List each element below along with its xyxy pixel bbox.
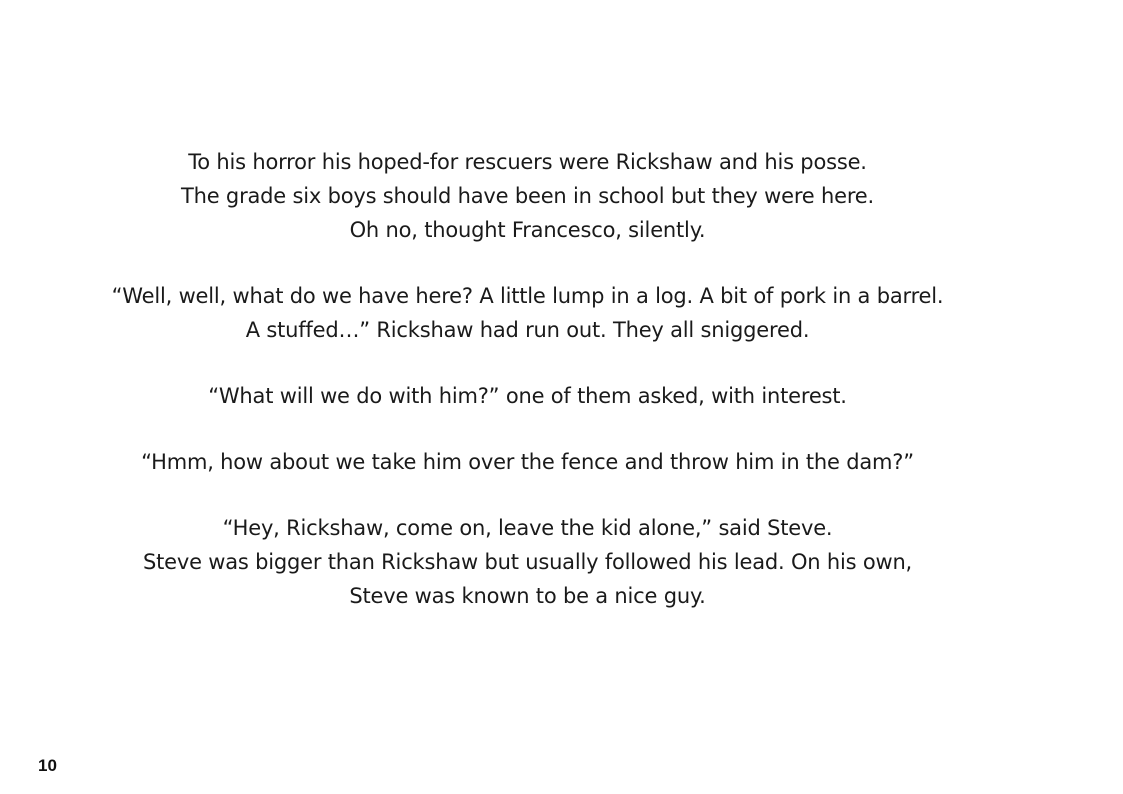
- paragraph-rickshaw-taunt: [0, 279, 1055, 347]
- text-line: To his horror his hoped-for rescuers were Rickshaw and his posse.: [188, 150, 867, 174]
- paragraph-dam: [0, 445, 1055, 479]
- text-line: “Hey, Rickshaw, come on, leave the kid alone,” said Steve.: [222, 516, 833, 540]
- paragraph-question: [0, 379, 1055, 413]
- paragraph-steve: [0, 511, 1055, 613]
- text-line: Steve was bigger than Rickshaw but usually followed his lead. On his own,: [142, 550, 913, 574]
- text-line: Oh no, thought Francesco, silently.: [349, 218, 706, 242]
- story-text: [0, 145, 1055, 645]
- text-line: “Hmm, how about we take him over the fence and throw him in the dam?”: [141, 450, 914, 474]
- text-line: A stuffed…” Rickshaw had run out. They all sniggered.: [245, 318, 810, 342]
- page-number: 10: [38, 756, 57, 775]
- text-line: Steve was known to be a nice guy.: [349, 584, 706, 608]
- text-line: “What will we do with him?” one of them asked, with interest.: [208, 384, 847, 408]
- paragraph-rescuers: [0, 145, 1055, 247]
- text-line: “Well, well, what do we have here? A little lump in a log. A bit of pork in a barrel.: [111, 284, 944, 308]
- text-line: The grade six boys should have been in school but they were here.: [181, 184, 874, 208]
